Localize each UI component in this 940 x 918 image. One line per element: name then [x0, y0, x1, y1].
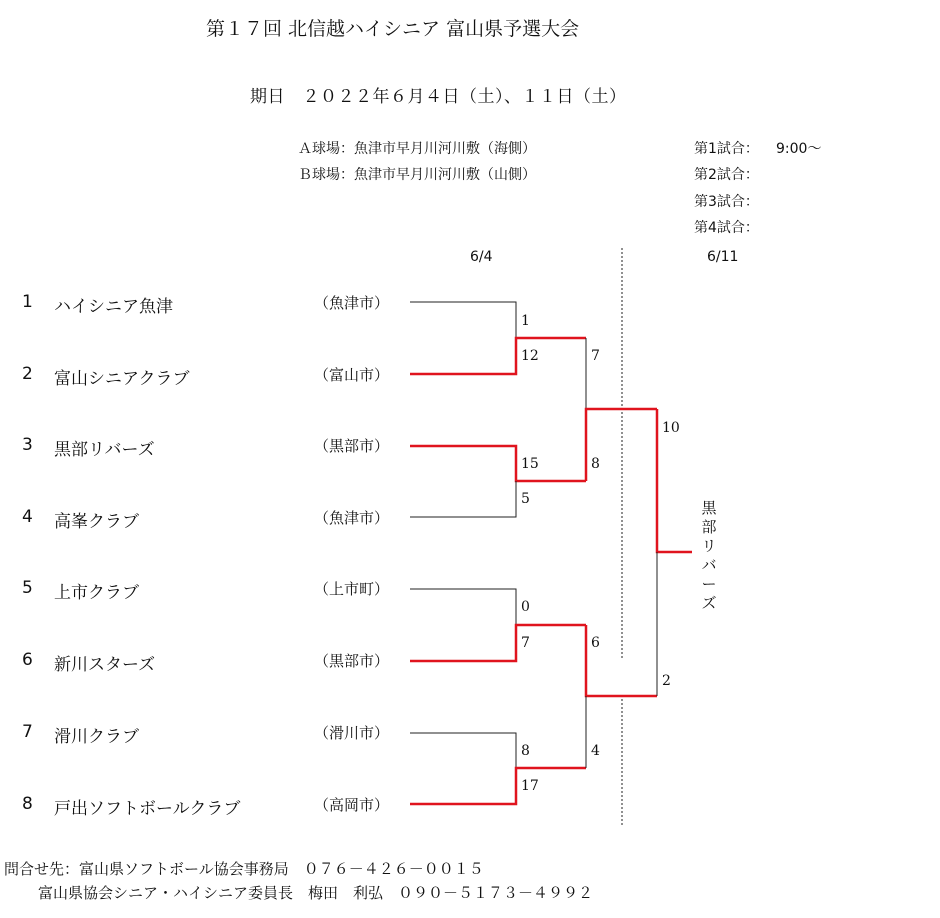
champion-char: バ [701, 556, 717, 574]
team-name: ハイシニア魚津 [54, 297, 173, 317]
score-label: 15 [521, 456, 539, 472]
champion-char: ズ [701, 594, 717, 612]
team-seed: 3 [22, 435, 33, 455]
team-name: 新川スターズ [54, 655, 156, 675]
contact-line-2: 富山県協会シニア・ハイシニア委員長 梅田 利弘 ０９０－５１７３－４９９２ [38, 884, 594, 902]
champion-char: リ [701, 537, 717, 555]
team-seed: 5 [22, 578, 33, 598]
champion-name [699, 499, 719, 613]
score-label: 8 [521, 743, 530, 759]
team-name: 滑川クラブ [54, 727, 139, 747]
score-label: 12 [521, 348, 539, 364]
score-label: 5 [521, 491, 530, 507]
score-label: 7 [521, 635, 530, 651]
schedule-1-time: 9:00～ [776, 141, 822, 157]
final-date: 6/11 [707, 249, 739, 265]
match-2 [410, 446, 586, 517]
match-4 [410, 733, 586, 804]
team-seed: 7 [22, 722, 33, 742]
team-seed: 6 [22, 650, 33, 670]
match-3 [410, 589, 586, 661]
team-city: （黒部市） [314, 652, 390, 670]
team-city: （高岡市） [314, 796, 390, 814]
team-city: （滑川市） [314, 724, 390, 742]
team-name: 上市クラブ [54, 583, 139, 603]
champion-char: 黒 [701, 499, 717, 517]
schedule-1-label: 第1試合： [694, 141, 759, 157]
score-label: 6 [591, 635, 600, 651]
team-name: 富山シニアクラブ [54, 369, 190, 389]
venue-a: Ａ球場：魚津市早月川河川敷（海側） [298, 141, 536, 157]
team-seed: 1 [22, 292, 33, 312]
team-seed: 8 [22, 794, 33, 814]
team-city: （上市町） [314, 580, 390, 598]
score-label: 0 [521, 599, 530, 615]
champion-char: 部 [701, 518, 717, 536]
score-label: 1 [521, 313, 530, 329]
schedule-4-label: 第4試合： [694, 220, 759, 236]
round1-date: 6/4 [470, 249, 493, 265]
team-city: （黒部市） [314, 437, 390, 455]
event-dates: 期日 ２０２２年６月４日（土）、１１日（土） [250, 87, 627, 107]
team-seed: 2 [22, 364, 33, 384]
final-match [657, 409, 692, 696]
score-label: 17 [521, 778, 539, 794]
score-label: 10 [662, 420, 680, 436]
score-label: 7 [591, 348, 600, 364]
contact-line-1: 問合せ先：富山県ソフトボール協会事務局 ０７６－４２６－００１５ [4, 860, 484, 878]
score-label: 8 [591, 456, 600, 472]
champion-char: ー [701, 575, 717, 593]
venue-b: Ｂ球場：魚津市早月川河川敷（山側） [298, 167, 536, 183]
score-label: 4 [591, 743, 600, 759]
schedule-3-label: 第3試合： [694, 194, 759, 210]
team-name: 戸出ソフトボールクラブ [54, 799, 241, 819]
team-city: （魚津市） [314, 294, 390, 312]
page-title: 第１７回 北信越ハイシニア 富山県予選大会 [206, 18, 580, 40]
team-name: 黒部リバーズ [54, 440, 155, 460]
match-1 [410, 302, 586, 374]
team-city: （魚津市） [314, 509, 390, 527]
score-label: 2 [662, 673, 671, 689]
team-name: 高峯クラブ [54, 512, 139, 532]
schedule-2-label: 第2試合： [694, 167, 759, 183]
team-seed: 4 [22, 507, 33, 527]
team-city: （富山市） [314, 366, 390, 384]
